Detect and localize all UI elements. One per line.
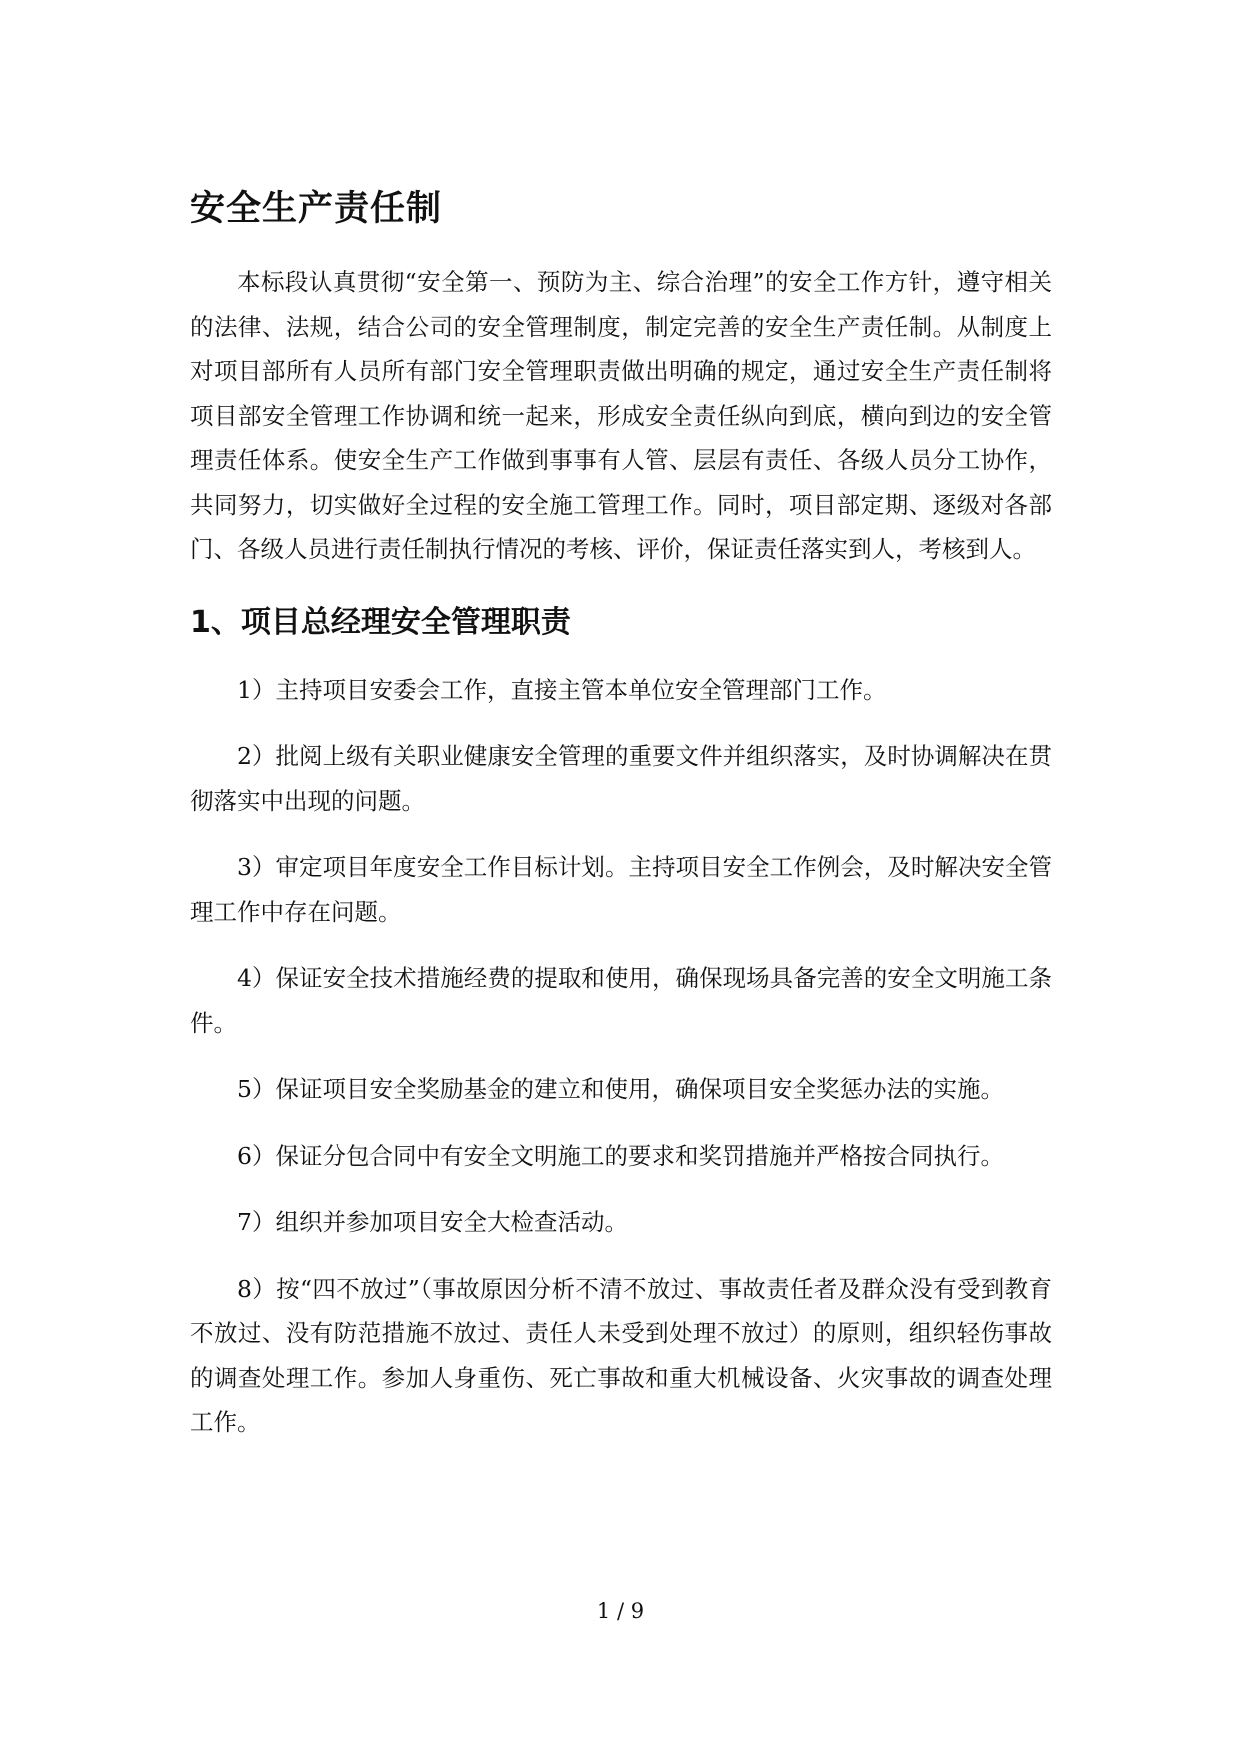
document-title: 安全生产责任制 <box>190 189 443 229</box>
duty-item-6: 6）保证分包合同中有安全文明施工的要求和奖罚措施并严格按合同执行。 <box>237 1141 1004 1170</box>
page-number: 1 / 9 <box>596 1599 645 1623</box>
duty-item-8: 8）按“四不放过”（事故原因分析不清不放过、事故责任者及群众没有受到教育不放过、没有防范措施不放过、责任人未受到处理不放过）的原则，组织轻伤事故的调查处理工作。参加人身重伤、死亡事故和重大机械设备、火灾事故的调查处理工作。 <box>190 1274 1052 1436</box>
duty-item-4: 4）保证安全技术措施经费的提取和使用，确保现场具备完善的安全文明施工条件。 <box>190 964 1052 1037</box>
section-heading: 1、项目总经理安全管理职责 <box>190 604 571 640</box>
duty-item-7: 7）组织并参加项目安全大检查活动。 <box>237 1208 628 1236</box>
duty-item-2: 2）批阅上级有关职业健康安全管理的重要文件并组织落实，及时协调解决在贯彻落实中出现的问题。 <box>190 742 1052 815</box>
intro-paragraph: 本标段认真贯彻“安全第一、预防为主、综合治理”的安全工作方针，遵守相关的法律、法规，结合公司的安全管理制度，制定完善的安全生产责任制。从制度上对项目部所有人员所有部门安全管理职责做出明确的规定，通过安全生产责任制将项目部安全管理工作协调和统一起来，形成安全责任纵向到底，横向到边的安全管理责任体系。使安全生产工作做到事事有人管、层层有责任、各级人员分工协作，共同努力，切实做好全过程的安全施工管理工作。同时，项目部定期、逐级对各部门、各级人员进行责任制执行情况的考核、评价，保证责任落实到人，考核到人。 <box>190 268 1052 563</box>
duty-item-3: 3）审定项目年度安全工作目标计划。主持项目安全工作例会，及时解决安全管理工作中存在问题。 <box>190 853 1052 926</box>
page-content <box>190 180 1052 1467</box>
duty-item-1: 1）主持项目安委会工作，直接主管本单位安全管理部门工作。 <box>237 675 887 704</box>
duty-item-5: 5）保证项目安全奖励基金的建立和使用，确保项目安全奖惩办法的实施。 <box>237 1075 1004 1103</box>
